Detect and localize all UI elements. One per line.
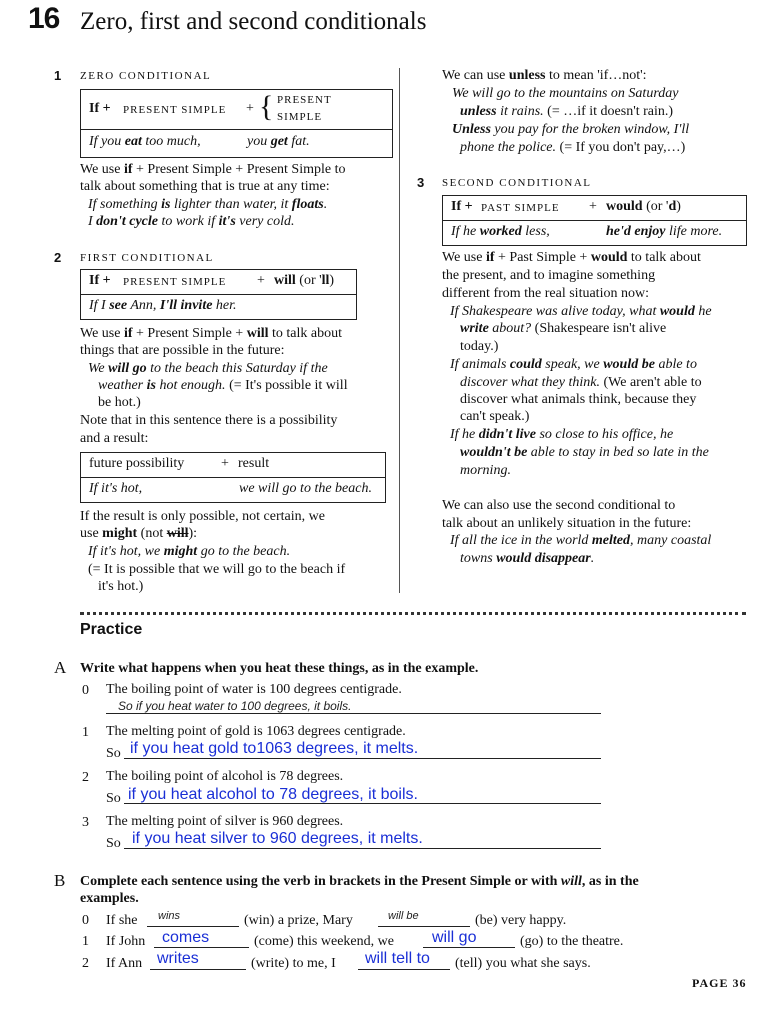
s1-text-line1: We use if + Present Simple + Present Simple to [80,162,346,177]
exercise-a-letter: A [54,658,67,677]
s2-might-line1: If the result is only possible, not certain, we [80,509,325,524]
box-present-simple: PRESENT SIMPLE [123,104,227,116]
exercise-b-instruction-2: examples. [80,891,139,906]
exercise-b-letter: B [54,871,66,890]
s3-example2-line1: If animals could speak, we would be able to [450,357,697,372]
box4-plus: + [589,199,597,214]
b-item-2-part3: (tell) you what she says. [455,956,591,971]
b-item-2-number: 2 [82,956,89,971]
box2-present-simple: PRESENT SIMPLE [123,276,227,288]
section-2-number: 2 [54,250,62,265]
box3-example-result: we will go to the beach. [239,481,372,496]
b-item-2-blank1[interactable] [150,969,246,970]
s1-text-line2: talk about something that is true at any time: [80,179,330,194]
s2-might-example: If it's hot, we might go to the beach. [88,544,291,559]
section-2-title: FIRST CONDITIONAL [80,252,214,264]
box-simple: SIMPLE [277,111,323,123]
b-item-1-number: 1 [82,934,89,949]
section-1-number: 1 [54,68,62,83]
box-brace: { [259,90,274,123]
s2-note-line1: Note that in this sentence there is a possibility [80,413,338,428]
s2-note-line2: and a result: [80,431,149,446]
a-item-1-number: 1 [82,725,89,740]
a-item-3-number: 3 [82,815,89,830]
a-item-3-line[interactable] [124,848,601,849]
s3-example3-line2: wouldn't be able to stay in bed so late in the [460,445,709,460]
b-item-2-answer2[interactable]: will tell to [365,950,430,967]
s2-might-line2: use might (not will): [80,526,198,541]
b-item-0-blank1 [147,926,239,927]
s3-example3-line3: morning. [460,463,511,478]
a-item-2-text: The boiling point of alcohol is 78 degrees. [106,769,344,784]
box-example-result: you get fat. [247,134,310,149]
s3-text-line1: We use if + Past Simple + would to talk about [442,250,701,265]
a-item-1-answer[interactable]: if you heat gold to1063 degrees, it melts. [130,740,419,757]
section-1-title: ZERO CONDITIONAL [80,70,212,82]
b-item-2-blank2[interactable] [358,969,450,970]
s2-text-line2: things that are possible in the future: [80,343,285,358]
a-item-3-so: So [106,836,121,851]
s3-example2-line4: can't speak.) [460,409,530,424]
s3-example1-line3: today.) [460,339,499,354]
practice-heading: Practice [80,621,143,638]
s2-text-line1: We use if + Present Simple + will to talk about [80,326,342,341]
a-item-0-number: 0 [82,683,89,698]
a-item-3-text: The melting point of silver is 960 degrees. [106,814,344,829]
unless-line4: Unless you pay for the broken window, I'll [452,122,690,137]
zero-conditional-box [80,89,393,158]
s3-future-example1: If all the ice in the world melted, many coastal [450,533,712,548]
box4-example-if: If he worked less, [451,224,550,239]
first-conditional-box [80,269,357,320]
box-if: If + [89,101,111,116]
unless-line3: unless it rains. (= …if it doesn't rain.) [460,104,674,119]
section-3-number: 3 [417,175,425,190]
s3-text-line2: the present, and to imagine something [442,268,656,283]
s3-example2-line2: discover what they think. (We aren't able to [460,375,702,390]
a-item-0-answer: So if you heat water to 100 degrees, it boils. [118,699,352,713]
box3-example-if: If it's hot, [89,481,143,496]
b-item-0-blank2 [378,926,470,927]
exercise-a-instruction: Write what happens when you heat these things, as in the example. [80,661,479,676]
unit-title: Zero, first and second conditionals [80,8,427,35]
page-number: PAGE 36 [692,976,747,990]
s2-might-explain2: it's hot.) [98,579,144,594]
s2-example-line1: We will go to the beach this Saturday if the [88,361,328,376]
b-item-0-number: 0 [82,913,89,928]
b-item-2-part2: (write) to me, I [251,956,336,971]
a-item-0-line [106,713,601,714]
a-item-1-so: So [106,746,121,761]
s3-future-line1: We can also use the second conditional to [442,498,676,513]
unless-line2: We will go to the mountains on Saturday [452,86,679,101]
a-item-2-answer[interactable]: if you heat alcohol to 78 degrees, it boils. [128,786,418,803]
box-plus: + [246,101,254,116]
a-item-2-so: So [106,791,121,806]
b-item-0-answer2: will be [388,910,419,922]
section-3-title: SECOND CONDITIONAL [442,177,592,189]
b-item-1-answer2[interactable]: will go [432,929,477,946]
box3-future-possibility: future possibility [89,456,185,471]
s2-example-line3: be hot.) [98,395,141,410]
column-divider [399,68,400,593]
s1-example-2: I don't cycle to work if it's very cold. [88,214,295,229]
box3-result: result [238,456,270,471]
s3-example3-line1: If he didn't live so close to his office, he [450,427,674,442]
box2-will: will (or 'll) [274,273,335,288]
b-item-1-part3: (go) to the theatre. [520,934,624,949]
b-item-0-part1: If she [106,913,138,928]
box4-would: would (or 'd) [606,199,681,214]
box4-if: If + [451,199,473,214]
b-item-1-part2: (come) this weekend, we [254,934,394,949]
unless-line1: We can use unless to mean 'if…not': [442,68,647,83]
dotted-divider [80,612,746,615]
b-item-0-part3: (be) very happy. [475,913,567,928]
box4-past-simple: PAST SIMPLE [481,202,560,214]
exercise-b-instruction: Complete each sentence using the verb in brackets in the Present Simple or with will, as in the [80,874,639,889]
box2-if: If + [89,273,111,288]
s3-text-line3: different from the real situation now: [442,286,649,301]
box2-example: If I see Ann, I'll invite her. [89,298,237,313]
s3-example2-line3: discover what animals think, because they [460,392,697,407]
b-item-0-answer1: wins [158,910,181,922]
b-item-2-answer1[interactable]: writes [157,950,199,967]
s2-might-explain1: (= It is possible that we will go to the beach if [88,562,346,577]
b-item-1-blank1[interactable] [154,947,249,948]
a-item-2-number: 2 [82,770,89,785]
second-conditional-box [442,195,747,246]
box-present: PRESENT [277,94,332,106]
b-item-1-blank2[interactable] [423,947,515,948]
b-item-1-part1: If John [106,934,146,949]
unit-number: 16 [28,2,60,35]
s2-example-line2: weather is hot enough. (= It's possible it will [98,378,348,393]
s1-example-1: If something is lighter than water, it floats. [88,197,328,212]
box2-plus: + [257,273,265,288]
b-item-0-part2: (win) a prize, Mary [244,913,353,928]
b-item-1-answer1[interactable]: comes [162,929,210,946]
possibility-result-box [80,452,386,503]
s3-example1-line1: If Shakespeare was alive today, what would he [450,304,712,319]
a-item-1-line[interactable] [124,758,601,759]
a-item-0-text: The boiling point of water is 100 degrees centigrade. [106,682,402,697]
box4-example-result: he'd enjoy life more. [606,224,723,239]
box3-plus: + [221,456,229,471]
a-item-1-text: The melting point of gold is 1063 degrees centigrade. [106,724,406,739]
s3-future-example2: towns would disappear. [460,551,595,566]
s3-example1-line2: write about? (Shakespeare isn't alive [460,321,667,336]
unless-line5: phone the police. (= If you don't pay,…) [460,140,686,155]
s3-future-line2: talk about an unlikely situation in the future: [442,516,692,531]
box-example-if: If you eat too much, [89,134,201,149]
b-item-2-part1: If Ann [106,956,143,971]
a-item-3-answer[interactable]: if you heat silver to 960 degrees, it melts. [132,830,423,847]
